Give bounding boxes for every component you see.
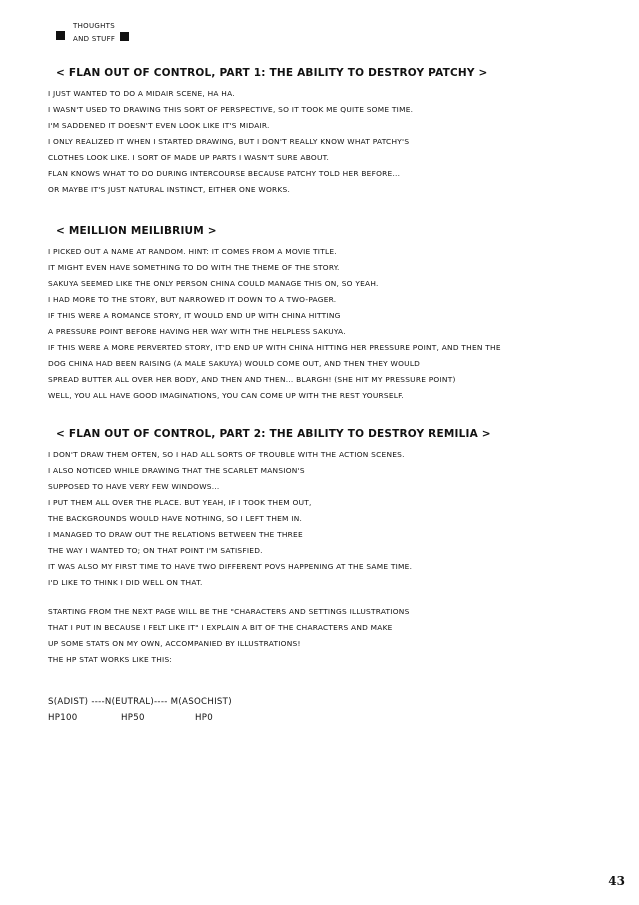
text-line: IT MIGHT EVEN HAVE SOMETHING TO DO WITH THE THEME OF THE STORY.: [48, 263, 340, 272]
text-line: I PUT THEM ALL OVER THE PLACE. BUT YEAH, IF I TOOK THEM OUT,: [48, 498, 312, 507]
text-line: IT WAS ALSO MY FIRST TIME TO HAVE TWO DIFFERENT POVS HAPPENING AT THE SAME TIME.: [48, 562, 413, 571]
text-line: IF THIS WERE A ROMANCE STORY, IT WOULD END UP WITH CHINA HITTING: [48, 311, 341, 320]
text-line: STARTING FROM THE NEXT PAGE WILL BE THE "CHARACTERS AND SETTINGS ILLUSTRATIONS: [48, 607, 410, 616]
text-line: THAT I PUT IN BECAUSE I FELT LIKE IT" I EXPLAIN A BIT OF THE CHARACTERS AND MAKE: [48, 623, 393, 632]
header-square-icon: [56, 31, 65, 40]
text-line: THE WAY I WANTED TO; ON THAT POINT I'M SATISFIED.: [48, 546, 263, 555]
text-line: IF THIS WERE A MORE PERVERTED STORY, IT'D END UP WITH CHINA HITTING HER PRESSURE POINT, AND THEN THE: [48, 343, 501, 352]
text-line: I'D LIKE TO THINK I DID WELL ON THAT.: [48, 578, 203, 587]
section-meillion-meilibrium: [48, 225, 608, 404]
hp-value-masochist: HP0: [195, 713, 214, 723]
header-label: [73, 20, 115, 46]
section-title: < FLAN OUT OF CONTROL, PART 2: THE ABILITY TO DESTROY REMILIA >: [56, 428, 491, 440]
section-title: < MEILLION MEILIBRIUM >: [56, 225, 217, 237]
text-line: I DON'T DRAW THEM OFTEN, SO I HAD ALL SORTS OF TROUBLE WITH THE ACTION SCENES.: [48, 450, 405, 459]
text-line: DOG CHINA HAD BEEN RAISING (A MALE SAKUYA) WOULD COME OUT, AND THEN THEY WOULD: [48, 359, 421, 368]
section-body: [48, 244, 608, 404]
text-line: I ONLY REALIZED IT WHEN I STARTED DRAWING, BUT I DON'T REALLY KNOW WHAT PATCHY'S: [48, 137, 410, 146]
hp-stat-values: [48, 713, 308, 727]
text-line: THE BACKGROUNDS WOULD HAVE NOTHING, SO I LEFT THEM IN.: [48, 514, 303, 523]
text-line: CLOTHES LOOK LIKE. I SORT OF MADE UP PARTS I WASN'T SURE ABOUT.: [48, 153, 330, 162]
text-line: FLAN KNOWS WHAT TO DO DURING INTERCOURSE BECAUSE PATCHY TOLD HER BEFORE...: [48, 169, 401, 178]
text-line: I WASN'T USED TO DRAWING THIS SORT OF PERSPECTIVE, SO IT TOOK ME QUITE SOME TIME.: [48, 105, 414, 114]
closing-notes: [48, 604, 410, 668]
text-line: I'M SADDENED IT DOESN'T EVEN LOOK LIKE IT'S MIDAIR.: [48, 121, 270, 130]
section-title: < FLAN OUT OF CONTROL, PART 1: THE ABILITY TO DESTROY PATCHY >: [56, 67, 488, 79]
text-line: WELL, YOU ALL HAVE GOOD IMAGINATIONS, YOU CAN COME UP WITH THE REST YOURSELF.: [48, 391, 405, 400]
text-line: THE HP STAT WORKS LIKE THIS:: [48, 655, 173, 664]
header-label-line: THOUGHTS: [73, 22, 115, 30]
text-line: I ALSO NOTICED WHILE DRAWING THAT THE SCARLET MANSION'S: [48, 466, 305, 475]
text-line: I PICKED OUT A NAME AT RANDOM. HINT: IT COMES FROM A MOVIE TITLE.: [48, 247, 337, 256]
text-line: I HAD MORE TO THE STORY, BUT NARROWED IT DOWN TO A TWO-PAGER.: [48, 295, 337, 304]
text-line: A PRESSURE POINT BEFORE HAVING HER WAY WITH THE HELPLESS SAKUYA.: [48, 327, 346, 336]
text-line: OR MAYBE IT'S JUST NATURAL INSTINCT, EITHER ONE WORKS.: [48, 185, 291, 194]
header-square-icon: [120, 32, 129, 41]
text-line: I MANAGED TO DRAW OUT THE RELATIONS BETWEEN THE THREE: [48, 530, 303, 539]
section-flan-part-1: [48, 67, 608, 198]
text-line: UP SOME STATS ON MY OWN, ACCOMPANIED BY ILLUSTRATIONS!: [48, 639, 301, 648]
text-line: SPREAD BUTTER ALL OVER HER BODY, AND THEN AND THEN... BLARGH! (SHE HIT MY PRESSURE POINT): [48, 375, 456, 384]
text-line: SAKUYA SEEMED LIKE THE ONLY PERSON CHINA COULD MANAGE THIS ON, SO YEAH.: [48, 279, 379, 288]
hp-value-sadist: HP100: [48, 713, 78, 723]
section-flan-part-2: [48, 428, 608, 591]
text-line: I JUST WANTED TO DO A MIDAIR SCENE, HA HA.: [48, 89, 235, 98]
hp-value-neutral: HP50: [121, 713, 145, 723]
text-line: SUPPOSED TO HAVE VERY FEW WINDOWS...: [48, 482, 220, 491]
header-label-line: AND STUFF: [73, 35, 116, 43]
page-number: 43: [608, 874, 625, 888]
section-body: [48, 447, 608, 591]
section-body: [48, 86, 608, 198]
hp-stat-scale: S(ADIST) ----N(EUTRAL)---- M(ASOCHIST): [48, 697, 232, 707]
